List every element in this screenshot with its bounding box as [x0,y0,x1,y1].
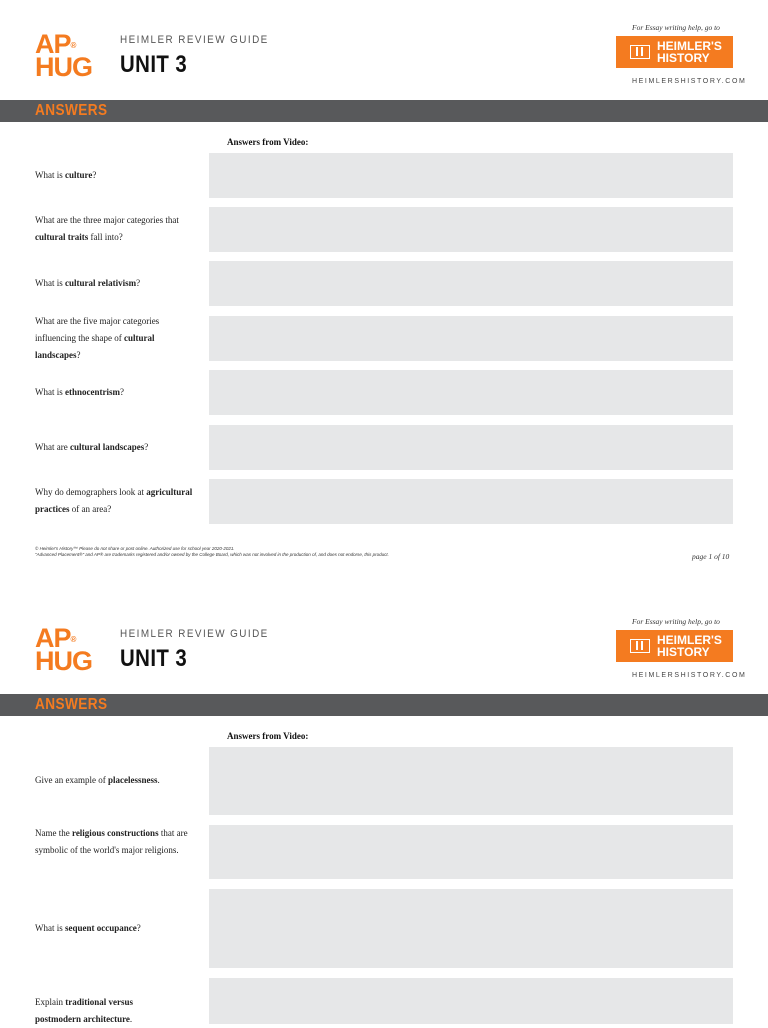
question-text: What are [35,442,70,452]
brand-line-2: HISTORY [657,645,710,659]
question-term: cultural traits [35,232,89,242]
question-item [35,920,200,937]
question-term: sequent occupance [65,923,137,933]
footer-line-2: "Advanced Placement®" and AP® are trademarks registered and/or owned by the College Board, which was not involved in the production of, and does not endorse, this product. [35,552,389,557]
answer-box[interactable] [209,261,733,306]
question-text: ? [136,278,141,288]
guide-label: HEIMLER REVIEW GUIDE [120,628,269,640]
logo-registered: ® [70,635,77,644]
heimlers-history-logo[interactable] [616,36,733,68]
answer-box[interactable] [209,207,733,252]
question-item [35,313,200,364]
question-item [35,772,200,789]
essay-help-text: For Essay writing help, go to [632,23,720,32]
answers-column-header: Answers from Video: [227,137,309,147]
answers-band [0,100,768,122]
question-text: Give an example of [35,775,108,785]
question-item [35,825,200,859]
ap-hug-logo [35,623,92,676]
logo-registered: ® [70,41,77,50]
question-term: traditional versus postmodern architecture [35,997,134,1024]
question-term: religious constructions [71,828,159,838]
brand-name [657,40,722,64]
question-text: that are symbolic of the world's major religions. [35,828,188,855]
question-text: What are the three major categories that [35,215,179,225]
logo-hug: HUG [35,52,92,82]
answer-box[interactable] [209,153,733,198]
question-term: culture [65,170,93,180]
brand-line-1: HEIMLER'S [657,633,722,647]
question-text: What is [35,923,65,933]
question-term: ethnocentrism [65,387,120,397]
footer-line-1: © Heimler's History™ Please do not share or post online. Authorized use for school year 2020-2021. [35,546,235,551]
question-text: What are the five major categories influencing the shape of [35,316,160,343]
logo-ap: AP [35,623,71,653]
question-text: . [157,775,160,785]
question-item [35,167,200,184]
question-text: fall into? [88,232,123,242]
essay-help-text: For Essay writing help, go to [632,617,720,626]
logo-hug: HUG [35,646,92,676]
question-item [35,275,200,292]
question-term: cultural relativism [65,278,137,288]
question-term: cultural landscapes [69,442,145,452]
question-text: Explain [35,997,66,1007]
question-term: agricultural practices [35,487,193,514]
answer-box[interactable] [209,370,733,415]
answer-box[interactable] [209,316,733,361]
page-number: page 1 of 10 [692,552,730,561]
website-link[interactable]: HEIMLERSHISTORY.COM [632,672,747,679]
question-text: Name the [35,828,72,838]
answers-band [0,694,768,716]
brand-line-1: HEIMLER'S [657,39,722,53]
band-title: ANSWERS [35,696,108,713]
answer-box[interactable] [209,978,733,1024]
answer-box[interactable] [209,425,733,470]
question-text: ? [120,387,124,397]
question-item [35,384,200,401]
question-item [35,994,165,1028]
heimlers-h-icon [630,45,650,59]
heimlers-h-icon [630,639,650,653]
answer-box[interactable] [209,889,733,968]
brand-line-2: HISTORY [657,51,710,65]
question-item [35,484,200,518]
unit-title: UNIT 3 [120,645,188,672]
answer-box[interactable] [209,825,733,879]
logo-ap: AP [35,29,71,59]
brand-name [657,634,722,658]
question-term: cultural landscapes [35,333,155,360]
website-link[interactable]: HEIMLERSHISTORY.COM [632,78,747,85]
band-title: ANSWERS [35,102,108,119]
answers-column-header: Answers from Video: [227,731,309,741]
answer-box[interactable] [209,747,733,815]
copyright-footer [35,546,389,558]
guide-label: HEIMLER REVIEW GUIDE [120,34,269,46]
question-text: What is [35,387,65,397]
heimlers-history-logo[interactable] [616,630,733,662]
question-term: placelessness [107,775,158,785]
answer-box[interactable] [209,479,733,524]
question-text: What is [35,170,65,180]
question-text: ? [136,923,141,933]
question-text: ? [144,442,149,452]
question-text: of an area? [69,504,112,514]
question-text: Why do demographers look at [35,487,147,497]
question-text: What is [35,278,65,288]
ap-hug-logo [35,29,92,82]
question-text: . [129,1014,133,1024]
question-item [35,439,200,456]
question-item [35,212,200,246]
question-text: ? [92,170,97,180]
question-text: ? [76,350,81,360]
unit-title: UNIT 3 [120,51,188,78]
